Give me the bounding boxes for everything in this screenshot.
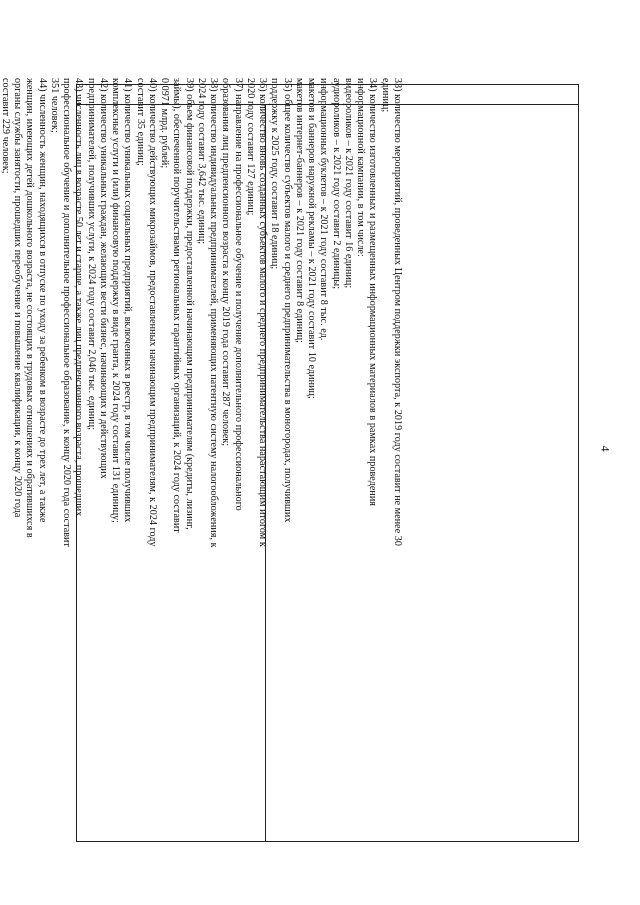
document-text (0, 70, 405, 794)
text-line: 36) количество вновь созданных субъектов малого и среднего предпринимательства нарастающим итогом к (257, 78, 269, 547)
text-line: макетов интернет-баннеров – к 2021 году составит 8 единиц; (294, 78, 305, 344)
text-line: видеороликов – к 2021 году составит 16 единиц; (343, 78, 354, 289)
text-line: 33) количество мероприятий, проведенных Центром поддержки экспорта, к 2019 году составит не менее 30 (392, 78, 403, 547)
text-line: информационных буклетов – к 2021 году составит 8 тыс. ед. (318, 78, 330, 341)
text-line: 41) количество уникальных социальных предприятий, включенных в реестр, в том числе получивших (122, 78, 134, 523)
text-line: 42) количество уникальных граждан, желающих вести бизнес, начинающих и действующих (98, 78, 109, 479)
text-line: 43) численность лиц в возрасте 50 лет и старше, а также лиц предпенсионного возраста, прошедших (73, 78, 85, 517)
text-line: макетов и баннеров наружной рекламы – к 2021 году составит 10 единиц; (306, 78, 318, 399)
text-line: 40) количество действующих микрозаймов, предоставленных начинающим предпринимателям, к 2024 году (147, 78, 158, 547)
text-line: единиц; (379, 78, 391, 113)
text-line: 35) общее количество субъектов малого и среднего предпринимательства в моногородах, получивших (281, 78, 293, 523)
text-line: предпринимателей, получивших услуги, к 2024 году составит 2,046 тыс. единиц; (85, 78, 97, 431)
text-line: профессиональное обучение и дополнительное профессиональное образование, к концу 2020 года составит (61, 78, 73, 547)
text-line: образования лиц предпенсионного возраста к концу 2019 года составит 287 человек; (220, 78, 232, 447)
text-line: информационной кампании, в том числе: (355, 78, 367, 257)
text-line: 2020 году составит 127 единиц; (245, 78, 256, 216)
text-line: 44) численность женщин, находящихся в отпуске по уходу за ребенком в возрасте до трех лет, а также (36, 78, 48, 523)
text-line: 37) направление на профессиональное обучение и получение дополнительного профессионального (232, 78, 244, 511)
text-line: 351 человек; (49, 78, 60, 133)
text-line: аудиороликов – к 2021 году составит 2 единицы; (330, 78, 342, 290)
text-line: поддержку к 2025 году, составит 18 единиц; (269, 78, 281, 270)
text-line: 39) объем финансовой поддержки, предоставленной начинающим предпринимателям (кредиты, лизинг, (183, 78, 195, 530)
text-line: 2024 году составит 3,642 тыс. единиц; (196, 78, 207, 245)
text-line: займы), обеспеченной поручительствами региональных гарантийных организаций, к 2024 году составит (171, 78, 183, 533)
rotated-text-cell (0, 70, 405, 794)
text-line: женщин, имеющих детей дошкольного возраста, не состоящих в трудовых отношениях и обратившихся в (24, 78, 36, 538)
text-line: составит 229 человек; (0, 78, 11, 174)
text-line: 0,0971 млрд. рублей; (159, 78, 171, 169)
text-line: 38) количество индивидуальных предпринимателей, применяющих патентную систему налогообложения, к (208, 78, 220, 548)
page-number: 4 (598, 445, 613, 452)
text-line: составит 35 единиц; (134, 78, 146, 166)
text-line: комплексные услуги и (или) финансовую поддержку в виде гранта, к 2024 году составит 131 единицу; (110, 78, 122, 523)
text-line: 34) количество изготовленных и размещенных информационных материалов в рамках проведения (367, 78, 379, 507)
text-line: органы службы занятости, прошедших переобучение и повышение квалификации, к концу 2020 года (12, 78, 24, 518)
